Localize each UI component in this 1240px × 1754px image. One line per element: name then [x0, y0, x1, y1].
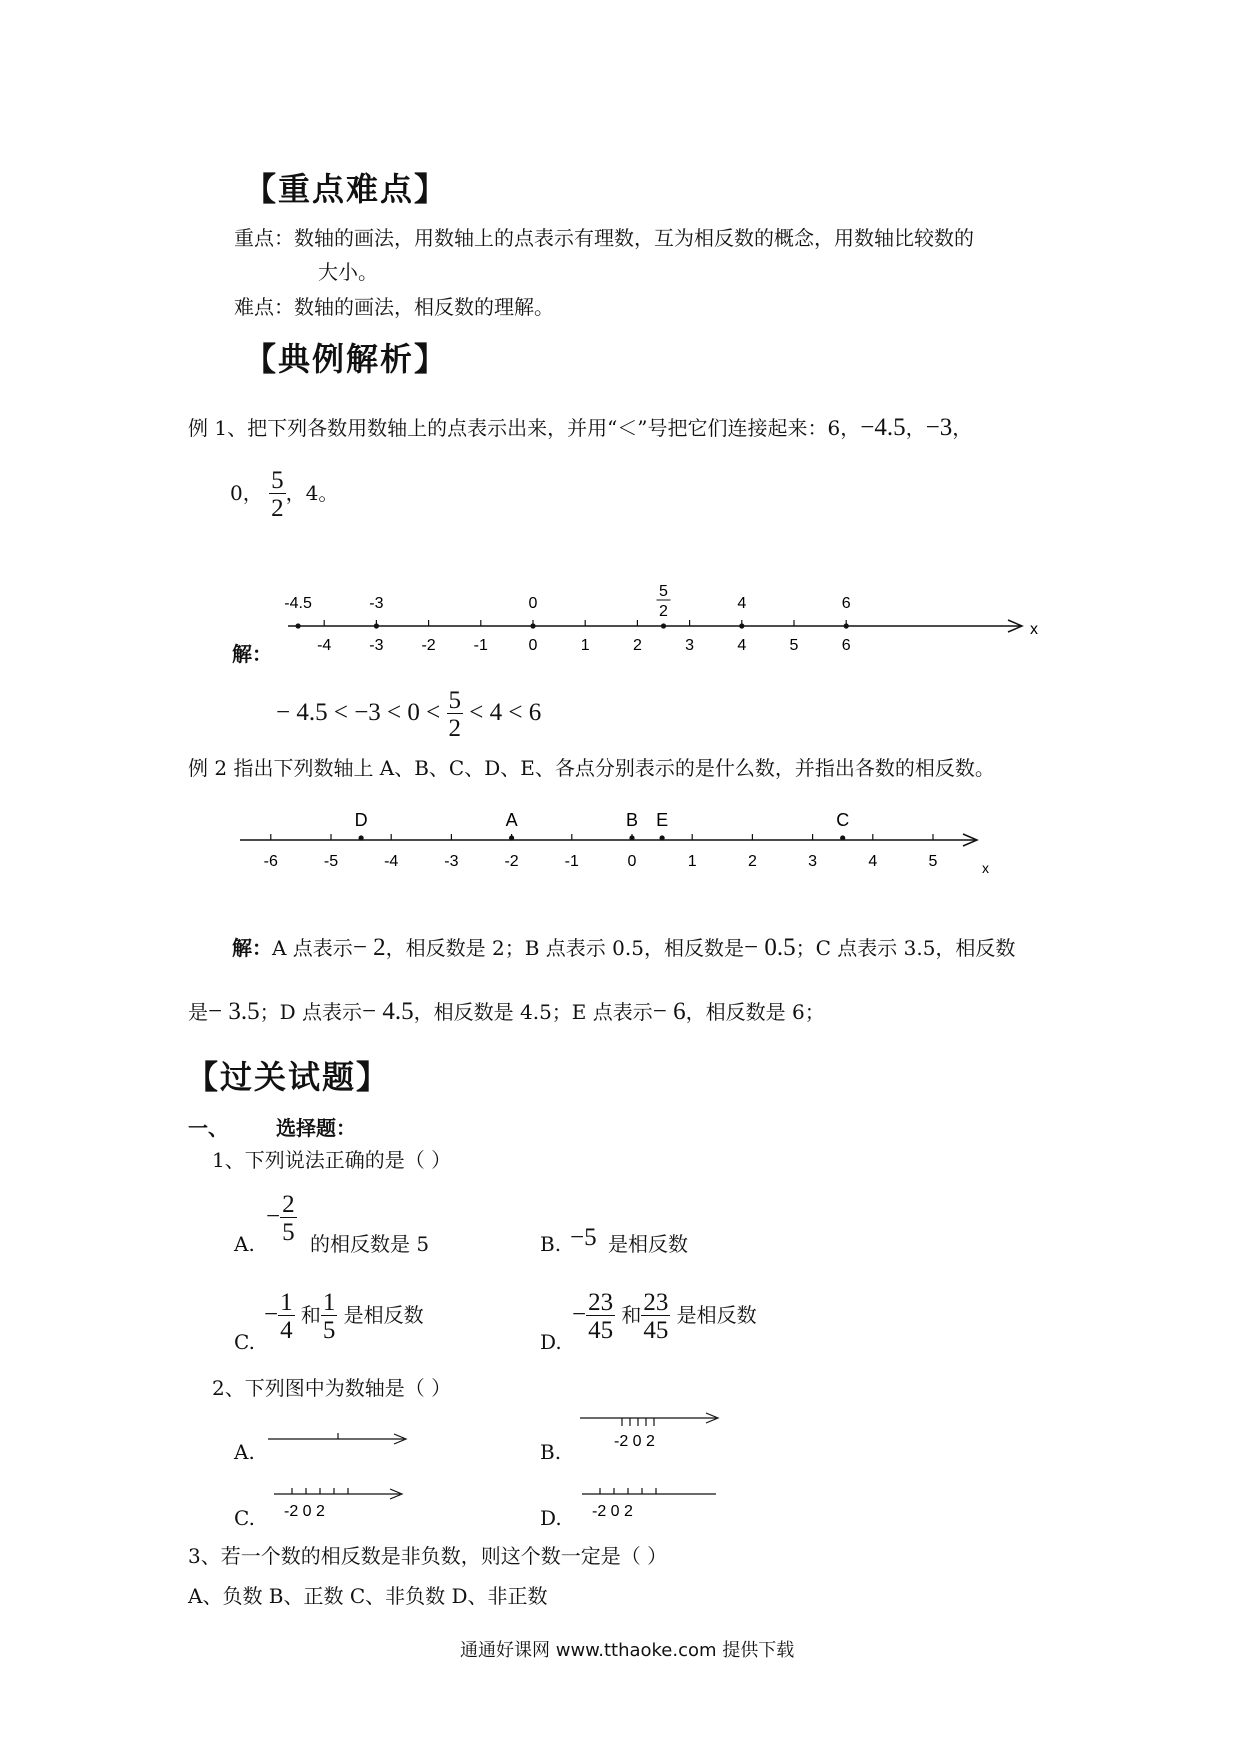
example1-inequality [276, 688, 541, 741]
q1-option-c-label: C. [234, 1330, 255, 1354]
q3-options: A、负数 B、正数 C、非负数 D、非正数 [188, 1584, 548, 1608]
q2-option-b-label: B. [540, 1440, 562, 1464]
key-point-label: 重点： [234, 226, 294, 250]
q1-option-a-text: 的相反数是 5 [310, 1232, 430, 1256]
example1-number: −4.5 [860, 414, 906, 441]
q3-stem: 3、若一个数的相反数是非负数，则这个数一定是（ ） [188, 1544, 668, 1568]
fraction-denominator: 2 [448, 715, 461, 742]
point-dot [530, 623, 535, 628]
answer-text: ；C 点表示 3.5，相反数 [795, 936, 1016, 960]
tests-heading-text: 【过关试题】 [186, 1058, 391, 1096]
point-name: E [656, 810, 669, 830]
example1-prompt-cont [230, 468, 338, 521]
tick-label: 2 [632, 637, 642, 654]
difficulty-line [234, 291, 554, 320]
point-name: C [836, 810, 850, 830]
fraction-numerator: 23 [643, 1289, 669, 1316]
figure-tick-labels: -2 0 2 [614, 1433, 655, 1450]
answer-value: − 3.5 [208, 998, 260, 1025]
point-dot [660, 835, 665, 840]
point-dot [629, 835, 634, 840]
q1-option-b-math: −5 [570, 1224, 597, 1251]
figure-tick-labels: -2 0 2 [284, 1503, 325, 1520]
q2-option-c-label: C. [234, 1506, 255, 1530]
fraction-numerator: 5 [271, 467, 284, 494]
tick-label: -1 [473, 637, 488, 654]
q1-stem: 1、下列说法正确的是（ ） [212, 1148, 452, 1172]
number-line-example1 [280, 570, 1040, 660]
answer-value: − 4.5 [362, 998, 414, 1025]
q2-option-a-label: A. [234, 1440, 255, 1464]
inequality-left: − 4.5 < −3 < 0 < [276, 699, 441, 727]
point-label: 6 [841, 595, 851, 612]
fraction-denominator: 45 [588, 1317, 614, 1344]
page-footer: 通通好课网 www.tthaoke.com 提供下载 [460, 1640, 795, 1661]
fraction-numerator: 23 [588, 1289, 614, 1316]
point-name: D [354, 810, 368, 830]
section-title: 选择题： [276, 1116, 356, 1140]
tick-label: 4 [868, 853, 878, 870]
tick-label: 5 [789, 637, 799, 654]
difficulty-text: 数轴的画法，相反数的理解。 [294, 295, 554, 319]
and-text: 和 [621, 1303, 642, 1328]
example2-answer-label: 解： [232, 936, 272, 960]
tick-label: -4 [384, 853, 399, 870]
key-point-line [234, 222, 974, 251]
axis-label: x [1030, 621, 1038, 638]
fraction-numerator: 1 [322, 1289, 336, 1316]
q1-option-b-text: 是相反数 [608, 1232, 688, 1256]
answer-text: ；D 点表示 [259, 1000, 363, 1024]
tick-label: 0 [627, 853, 637, 870]
answer-text: A 点表示 [272, 936, 353, 960]
fraction-denominator: 4 [280, 1317, 293, 1344]
answer-text: ，相反数是 4.5；E 点表示 [413, 1000, 653, 1024]
fraction [278, 1290, 295, 1343]
key-points-heading: 【重点难点】 [244, 170, 449, 208]
key-point-text: 数轴的画法，用数轴上的点表示有理数，互为相反数的概念，用数轴比较数的 [294, 226, 974, 250]
tick-label: 1 [580, 637, 590, 654]
example1-prompt-text: 例 1、把下列各数用数轴上的点表示出来，并用“＜”号把它们连接起来：6， [188, 416, 861, 440]
axis-label: x [982, 860, 989, 875]
tick-label: -4 [317, 637, 332, 654]
fraction-numerator: 5 [448, 687, 461, 714]
tick-label: 0 [528, 637, 538, 654]
q2-stem: 2、下列图中为数轴是（ ） [212, 1376, 452, 1400]
separator: ， [905, 416, 926, 440]
q1-option-c: − $\frac{1}{4}$ 和 $\frac{1}{5}$ 是相反数 [264, 1289, 424, 1344]
tick-label: 2 [747, 853, 757, 870]
answer-value: − 0.5 [743, 934, 796, 961]
key-point-text-cont: 大小。 [318, 260, 378, 284]
example1-number: −3 [925, 414, 953, 441]
fraction [641, 1290, 670, 1343]
fraction [586, 1290, 615, 1343]
fraction-denominator: 5 [282, 1219, 295, 1246]
tick-label: 3 [808, 853, 818, 870]
tick-label: 3 [685, 637, 695, 654]
point-label: -4.5 [284, 595, 312, 612]
tick-label: -3 [444, 853, 459, 870]
tick-label: -2 [504, 853, 519, 870]
separator: ， [952, 416, 973, 440]
point-label: 0 [528, 595, 538, 612]
point-dot [844, 623, 849, 628]
answer-value: − 6 [652, 998, 686, 1025]
fraction-denominator: 5 [322, 1317, 336, 1344]
tick-label: -2 [421, 637, 436, 654]
example1-prompt [188, 412, 972, 442]
fraction [321, 1290, 338, 1343]
fraction-numerator: 1 [280, 1289, 293, 1316]
q1-option-a: − $\frac{2}{5}$ [266, 1191, 295, 1246]
example2-answer-line2 [188, 996, 825, 1026]
example1-answer-label: 解： [232, 642, 272, 666]
point-name: A [505, 810, 518, 830]
answer-text: ，相反数是 6； [685, 1000, 825, 1024]
inequality-right: < 4 < 6 [469, 699, 542, 727]
example2-answer-line1 [232, 932, 1015, 962]
q2-option-a-figure [266, 1425, 416, 1449]
tick-label: 4 [737, 637, 747, 654]
q1-option-a-label: A. [234, 1232, 255, 1256]
example2-prompt: 例 2 指出下列数轴上 A、B、C、D、E、各点分别表示的是什么数，并指出各数的相反数。 [188, 756, 995, 780]
point-label: -3 [369, 595, 384, 612]
tick-label: 5 [928, 853, 938, 870]
q2-option-b-figure [578, 1404, 728, 1454]
option-text: 是相反数 [343, 1303, 424, 1328]
point-label: 4 [737, 595, 747, 612]
q2-option-d-label: D. [540, 1506, 562, 1530]
point-name: B [625, 810, 639, 830]
fraction-denominator: 2 [271, 495, 284, 522]
difficulty-label: 难点： [234, 295, 294, 319]
tick-label: -3 [369, 637, 384, 654]
examples-heading: 【典例解析】 [244, 340, 449, 378]
q1-option-b-label: B. [540, 1232, 562, 1256]
figure-tick-labels: -2 0 2 [592, 1503, 633, 1520]
and-text: 和 [300, 1303, 321, 1328]
option-text: 是相反数 [676, 1303, 757, 1328]
q1-option-d-label: D. [540, 1330, 562, 1354]
fraction [280, 1192, 297, 1245]
point-dot [661, 623, 666, 628]
point-dot [739, 623, 744, 628]
number-line-example2 [230, 795, 1010, 875]
point-dot [359, 835, 364, 840]
point-dot [509, 835, 514, 840]
example1-tail: ，4。 [285, 481, 339, 505]
tick-label: 6 [841, 637, 851, 654]
q1-option-d: − $\frac{23}{45}$ 和 $\frac{23}{45}$ 是相反数 [572, 1289, 757, 1344]
point-label-numerator: 5 [659, 583, 668, 600]
fraction-denominator: 45 [643, 1317, 669, 1344]
fraction-five-halves [269, 468, 286, 521]
inequality-fraction [447, 688, 464, 741]
tick-label: -6 [263, 853, 278, 870]
point-dot [840, 835, 845, 840]
answer-text: ，相反数是 2；B 点表示 0.5，相反数是 [385, 936, 744, 960]
tick-label: -1 [564, 853, 579, 870]
point-label-denominator: 2 [659, 603, 668, 620]
point-dot [374, 623, 379, 628]
answer-text: 是 [188, 1000, 208, 1024]
answer-value: − 2 [352, 934, 386, 961]
q2-option-d-figure [580, 1480, 720, 1524]
example1-number: 0， [230, 481, 263, 505]
q2-option-c-figure [272, 1480, 412, 1524]
fraction-numerator: 2 [282, 1191, 295, 1218]
tick-label: 1 [687, 853, 697, 870]
section-number: 一、 [188, 1116, 228, 1140]
tick-label: -5 [323, 853, 339, 870]
point-dot [296, 623, 301, 628]
